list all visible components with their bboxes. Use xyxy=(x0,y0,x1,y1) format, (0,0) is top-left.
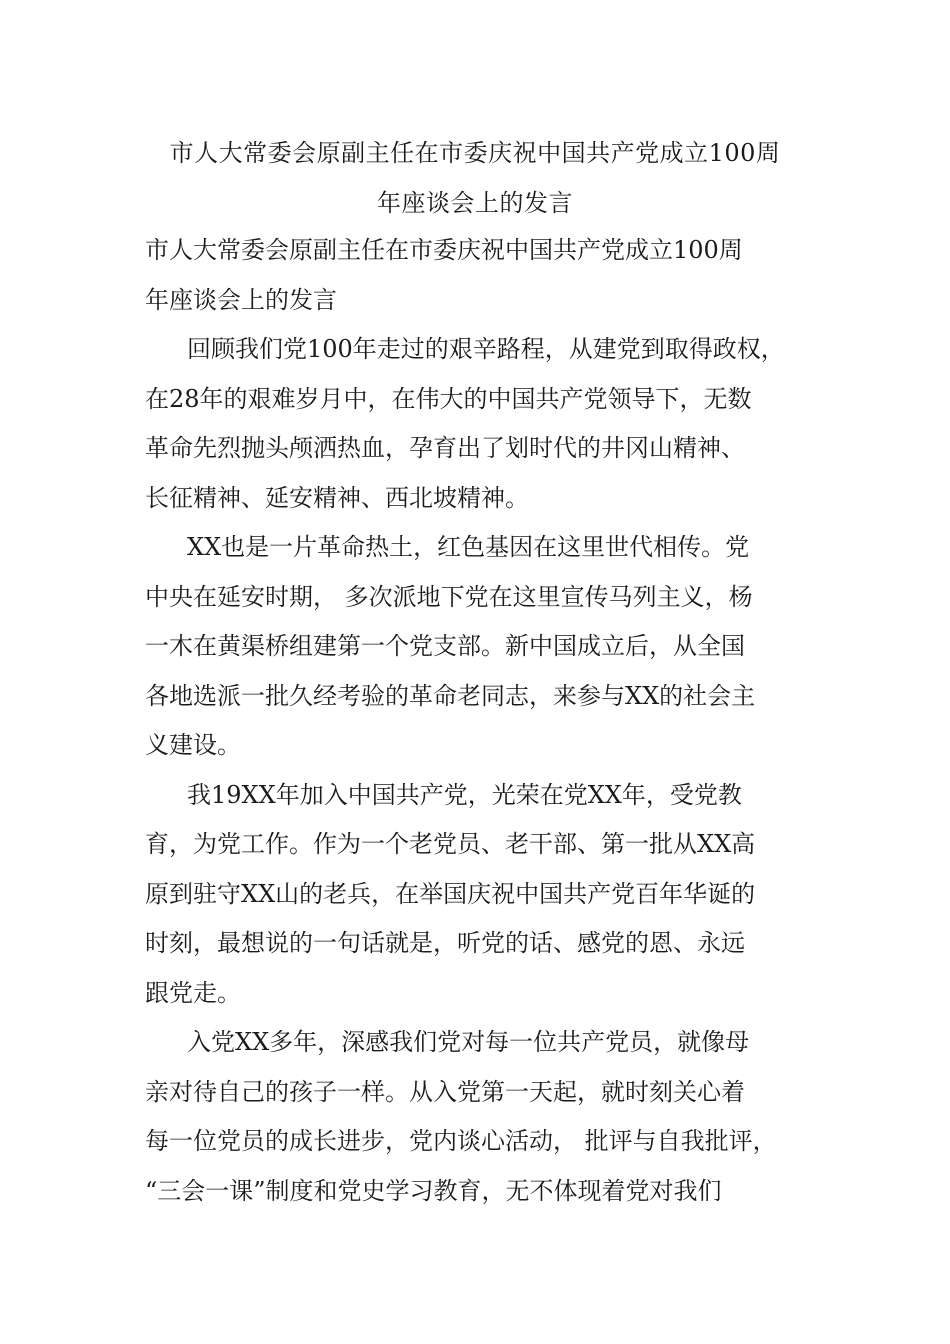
title-line-1: 市人大常委会原副主任在市委庆祝中国共产党成立100周 xyxy=(169,139,781,167)
paragraph-line: 在28年的艰难岁月中，在伟大的中国共产党领导下，无数 xyxy=(145,384,752,413)
paragraph-line: 亲对待自己的孩子一样。从入党第一天起，就时刻关心着 xyxy=(145,1077,745,1106)
paragraph-line: 各地选派一批久经考验的革命老同志，来参与XX的社会主 xyxy=(145,681,756,710)
document-title xyxy=(130,128,820,228)
repeated-heading xyxy=(145,226,825,325)
paragraph-line: 我19XX年加入中国共产党，光荣在党XX年，受党教 xyxy=(187,780,742,809)
paragraph-line: 中央在延安时期， 多次派地下党在这里宣传马列主义，杨 xyxy=(145,582,753,611)
paragraph-line: 一木在黄渠桥组建第一个党支部。新中国成立后，从全国 xyxy=(145,632,745,660)
paragraph-4 xyxy=(145,1018,825,1216)
paragraph-line: XX也是一片革命热土，红色基因在这里世代相传。党 xyxy=(187,533,750,561)
paragraph-line: 育，为党工作。作为一个老党员、老干部、第一批从XX高 xyxy=(145,830,756,858)
paragraph-2 xyxy=(145,523,825,771)
heading-line-1: 市人大常委会原副主任在市委庆祝中国共产党成立100周 xyxy=(145,236,743,264)
paragraph-line: 革命先烈抛头颅洒热血，孕育出了划时代的井冈山精神、 xyxy=(145,434,745,462)
paragraph-line: 入党XX多年，深感我们党对每一位共产党员，就像母 xyxy=(187,1028,750,1056)
document-body xyxy=(145,226,825,1216)
paragraph-line: 时刻，最想说的一句话就是，听党的话、感党的恩、永远 xyxy=(145,929,745,957)
paragraph-line: 义建设。 xyxy=(145,731,241,759)
paragraph-line: “三会一课”制度和党史学习教育，无不体现着党对我们 xyxy=(145,1176,722,1205)
paragraph-line: 原到驻守XX山的老兵，在举国庆祝中国共产党百年华诞的 xyxy=(145,879,756,908)
paragraph-3 xyxy=(145,771,825,1019)
heading-line-2: 年座谈会上的发言 xyxy=(145,285,337,314)
paragraph-line: 跟党走。 xyxy=(145,978,241,1007)
paragraph-line: 每一位党员的成长进步，党内谈心活动， 批评与自我批评， xyxy=(145,1127,777,1155)
paragraph-1 xyxy=(145,325,825,523)
title-line-2: 年座谈会上的发言 xyxy=(377,189,573,217)
paragraph-line: 长征精神、延安精神、西北坡精神。 xyxy=(145,483,529,512)
paragraph-line: 回顾我们党100年走过的艰辛路程，从建党到取得政权， xyxy=(187,335,785,363)
